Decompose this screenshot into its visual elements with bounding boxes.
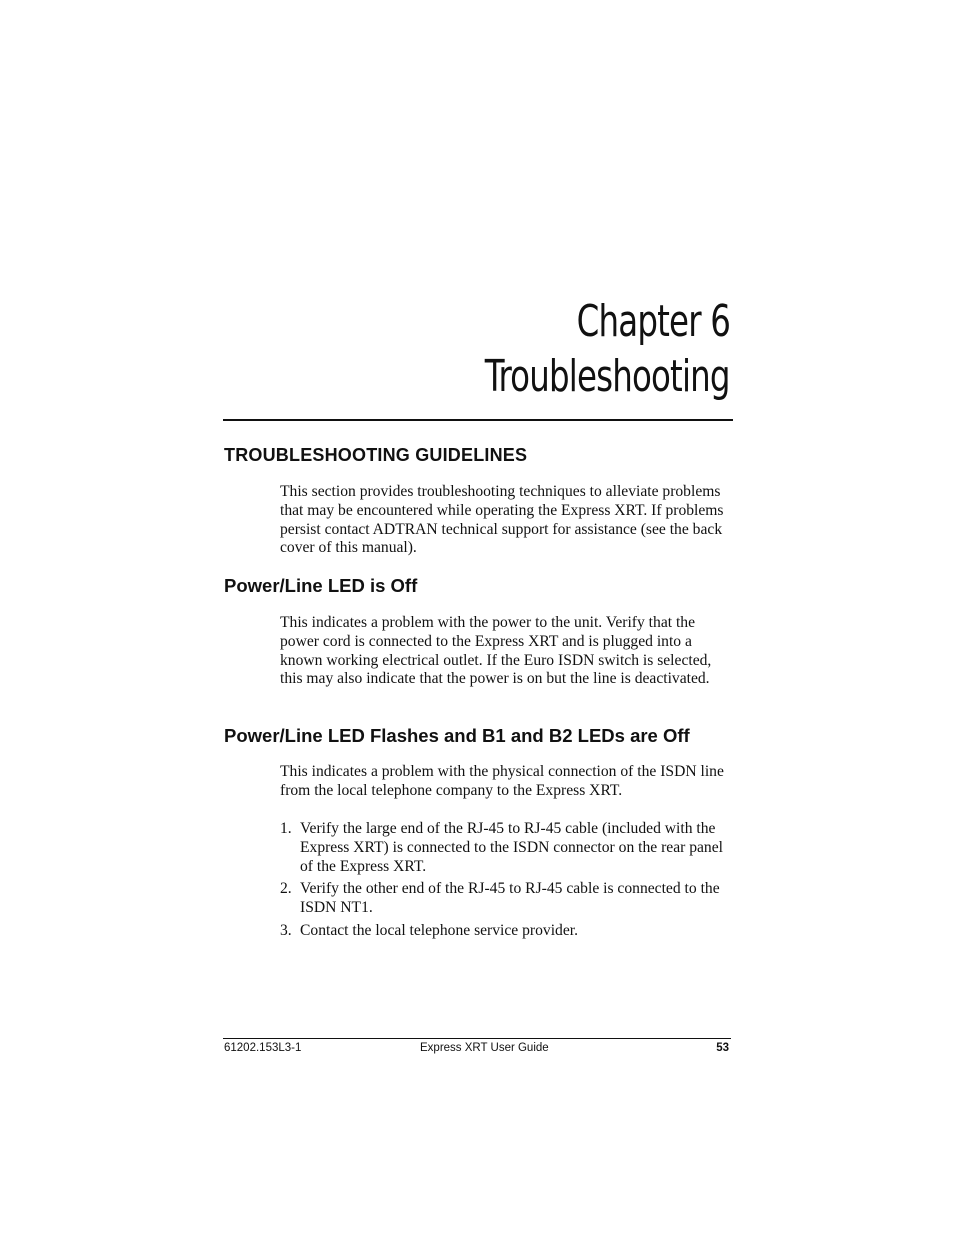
list-item-text: Verify the other end of the RJ-45 to RJ-45 cable is connected to the ISDN NT1. (300, 880, 720, 916)
footer-doc-title: Express XRT User Guide (420, 1042, 549, 1054)
footer-page-number: 53 (716, 1042, 729, 1054)
power-off-body: This indicates a problem with the power to the unit. Verify that the power cord is connected to the Express XRT and is plugged into a known working electrical outlet. If the Euro ISDN switch is selected, this may also indicate that the power is on but the line is deactivated. (280, 614, 712, 688)
list-item (280, 820, 732, 876)
footer-divider (223, 1038, 731, 1039)
section-intro: This section provides troubleshooting techniques to alleviate problems that may be encountered while operating the Express XRT. If problems persist contact ADTRAN technical support for assistance (see the back cover of this manual). (280, 483, 724, 557)
chapter-number: Chapter 6 (576, 296, 730, 347)
power-flash-body: This indicates a problem with the physical connection of the ISDN line from the local telephone company to the Express XRT. (280, 763, 724, 799)
list-item (280, 922, 732, 941)
list-item-number: 2. (280, 880, 292, 897)
footer-doc-number: 61202.153L3-1 (224, 1042, 302, 1054)
power-flash-heading: Power/Line LED Flashes and B1 and B2 LEDs are Off (224, 725, 690, 746)
list-item-text: Verify the large end of the RJ-45 to RJ-45 cable (included with the Express XRT) is connected to the ISDN connector on the rear panel of the Express XRT. (300, 820, 723, 875)
list-item (280, 880, 732, 918)
chapter-title: Troubleshooting (485, 351, 730, 402)
section-heading: TROUBLESHOOTING GUIDELINES (224, 445, 528, 465)
list-item-text: Contact the local telephone service provider. (300, 922, 578, 939)
list-item-number: 1. (280, 820, 292, 837)
list-item-number: 3. (280, 922, 292, 939)
chapter-divider (223, 419, 733, 421)
power-off-heading: Power/Line LED is Off (224, 575, 418, 596)
